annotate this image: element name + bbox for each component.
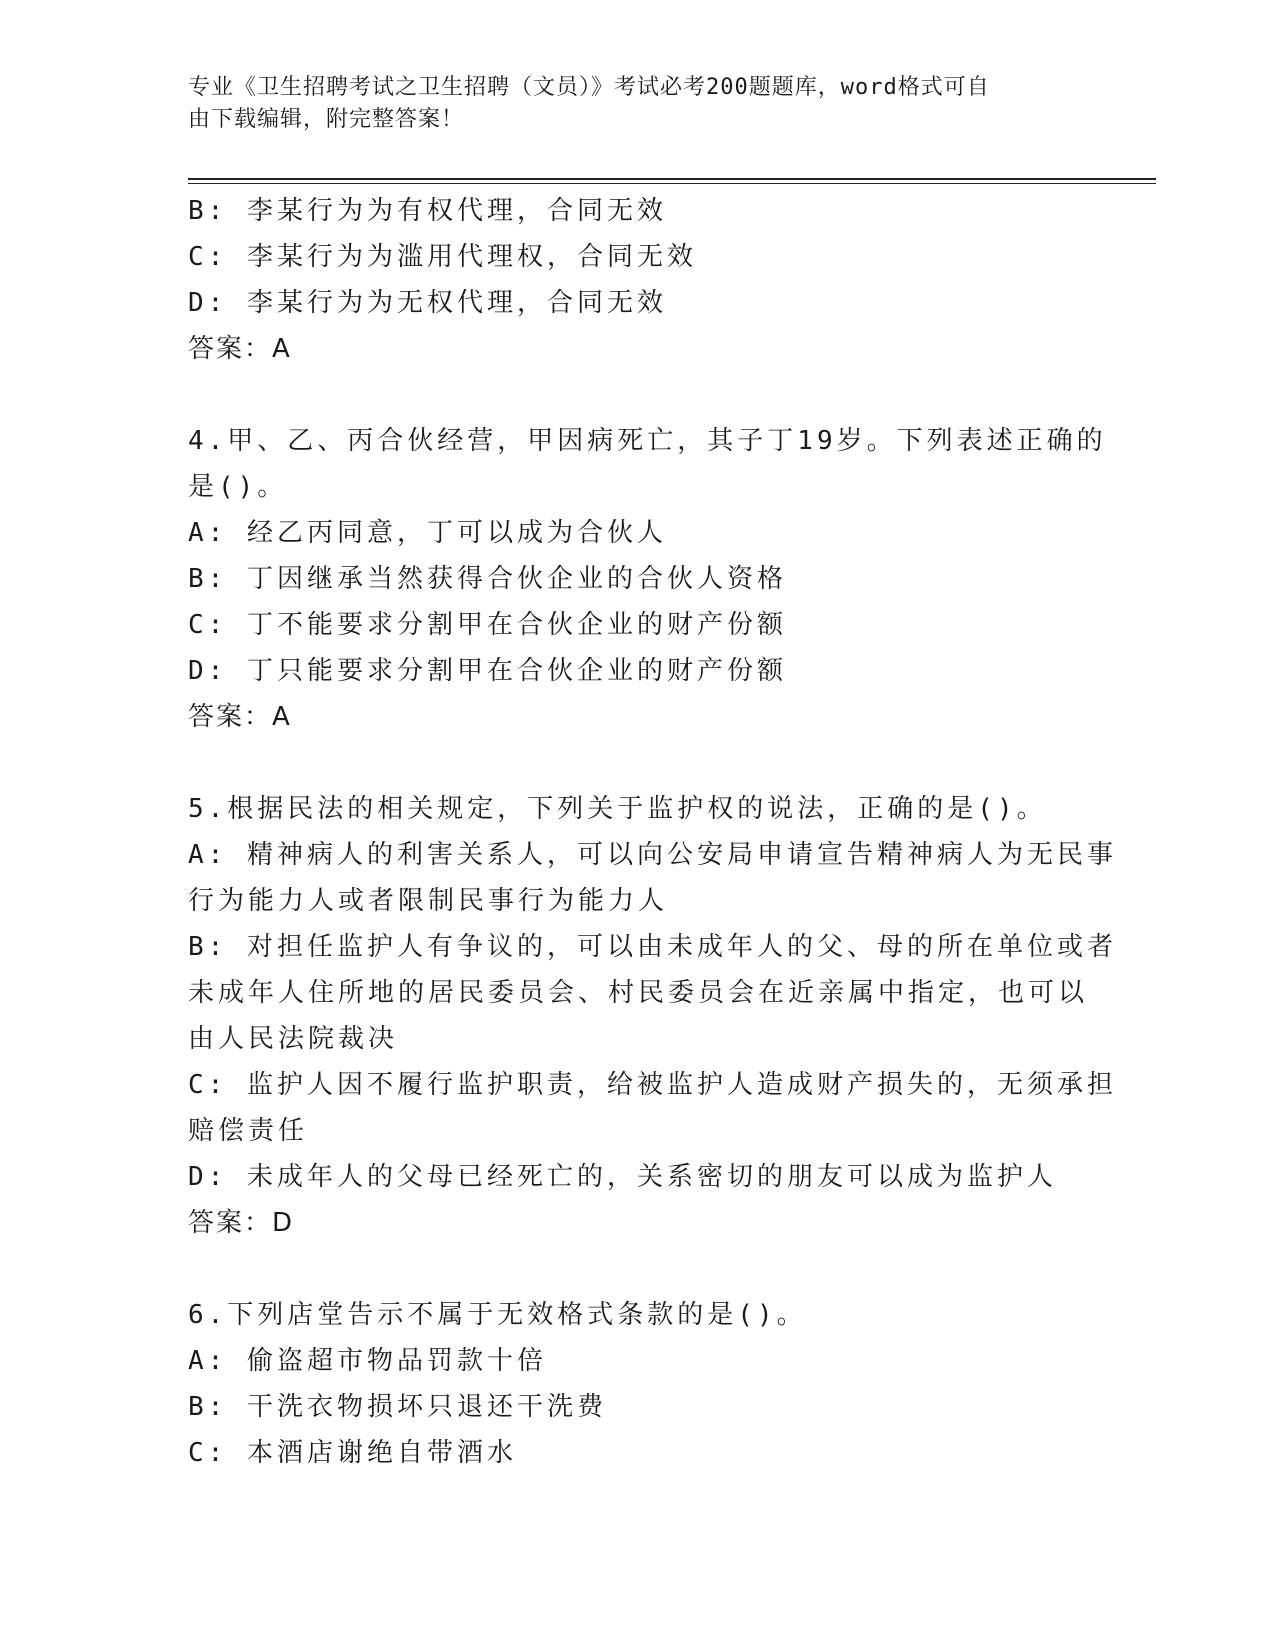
question-6 [188,1292,1088,1476]
option-b: B: 李某行为为有权代理，合同无效 [188,196,667,226]
header-divider-thin [188,183,1156,184]
question-stem: 5.根据民法的相关规定，下列关于监护权的说法，正确的是()。 [188,794,1047,824]
question-stem: 6.下列店堂告示不属于无效格式条款的是()。 [188,1300,807,1330]
answer-label: 答案：D [188,1208,295,1238]
spacer [188,372,1088,418]
option-a-continued: 行为能力人或者限制民事行为能力人 [188,886,669,916]
option-a: A: 经乙丙同意，丁可以成为合伙人 [188,518,667,548]
option-c: C: 监护人因不履行监护职责，给被监护人造成财产损失的，无须承担 [188,1070,1117,1100]
option-d: D: 丁只能要求分割甲在合伙企业的财产份额 [188,656,787,686]
option-b-continued: 由人民法院裁决 [188,1024,399,1054]
question-5 [188,786,1117,1246]
option-c: C: 李某行为为滥用代理权，合同无效 [188,242,697,272]
option-b-continued: 未成年人住所地的居民委员会、村民委员会在近亲属中指定，也可以 [188,978,1089,1008]
question-stem: 4.甲、乙、丙合伙经营，甲因病死亡，其子丁19岁。下列表述正确的 [188,426,1107,456]
question-content [188,188,1117,1476]
question-3 [188,188,1088,372]
option-b: B: 对担任监护人有争议的，可以由未成年人的父、母的所在单位或者 [188,932,1117,962]
option-b: B: 干洗衣物损坏只退还干洗费 [188,1392,607,1422]
spacer [188,1246,1088,1292]
option-d: D: 未成年人的父母已经死亡的，关系密切的朋友可以成为监护人 [188,1162,1057,1192]
answer-label: 答案：A [188,334,292,364]
header-line-1: 专业《卫生招聘考试之卫生招聘（文员）》考试必考200题题库，word格式可自 [188,75,990,100]
question-stem-continued: 是()。 [188,472,288,502]
option-a: A: 精神病人的利害关系人，可以向公安局申请宣告精神病人为无民事 [188,840,1117,870]
spacer [188,740,1088,786]
header-divider-thick [188,178,1156,180]
question-4 [188,418,1107,740]
option-c: C: 本酒店谢绝自带酒水 [188,1438,517,1468]
option-c: C: 丁不能要求分割甲在合伙企业的财产份额 [188,610,787,640]
option-a: A: 偷盗超市物品罚款十倍 [188,1346,547,1376]
option-c-continued: 赔偿责任 [188,1116,309,1146]
option-d: D: 李某行为为无权代理，合同无效 [188,288,667,318]
answer-label: 答案：A [188,702,292,732]
document-header [188,72,1068,136]
header-line-2: 由下载编辑，附完整答案！ [188,107,465,132]
option-b: B: 丁因继承当然获得合伙企业的合伙人资格 [188,564,787,594]
